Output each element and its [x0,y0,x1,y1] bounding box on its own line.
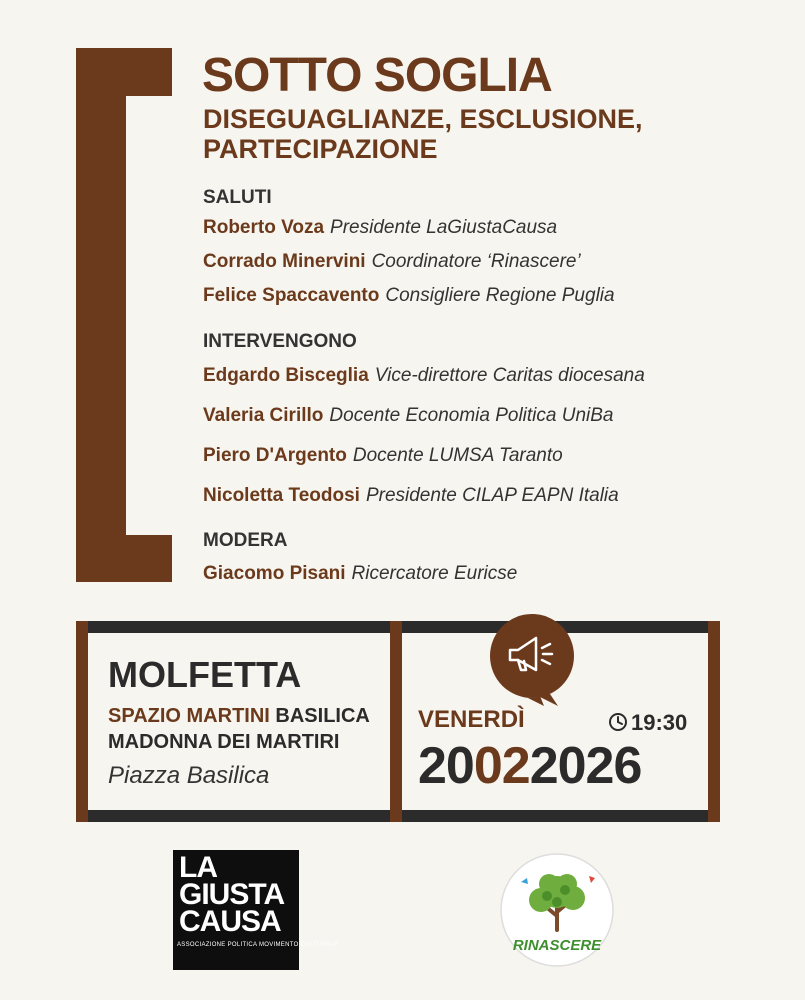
speaker-name: Valeria Cirillo [203,405,324,426]
event-title: SOTTO SOGLIA [202,49,552,102]
speaker-role: Coordinatore ‘Rinascere’ [371,251,581,272]
speaker-name: Piero D'Argento [203,445,347,466]
speaker-role: Vice-direttore Caritas diocesana [374,365,645,386]
logo-text [179,851,285,938]
lagiustacausa-logo [173,850,339,970]
speaker-row [203,404,614,428]
speaker-name: Felice Spaccavento [203,285,380,306]
speaker-role: Docente LUMSA Taranto [352,445,563,466]
section-intervengono: INTERVENGONO [203,331,357,352]
venue-place: Piazza Basilica [108,762,270,789]
venue-name-accent: SPAZIO MARTINI [108,705,270,727]
event-day: VENERDÌ [418,706,525,733]
event-subtitle: DISEGUAGLIANZE, ESCLUSIONE, PARTECIPAZIONE [203,104,643,164]
box-divider [390,621,402,822]
bracket-decoration [76,48,126,582]
rinascere-logo [499,852,615,968]
speaker-row [203,216,557,240]
date-year: 2026 [529,737,642,795]
speaker-name: Giacomo Pisani [203,563,346,584]
speaker-name: Edgardo Bisceglia [203,365,369,386]
box-border-right [708,621,720,822]
box-border-left [76,621,88,822]
venue-name-line2: MADONNA DEI MARTIRI [108,731,340,753]
clock-icon [608,712,628,732]
speaker-name: Roberto Voza [203,217,325,238]
speaker-name: Corrado Minervini [203,251,366,272]
speaker-role: Docente Economia Politica UniBa [329,405,614,426]
logo-line3: CAUSA [179,905,281,938]
speaker-row [203,484,619,508]
section-modera: MODERA [203,530,288,551]
venue-name-rest: BASILICA [275,705,370,727]
rinascere-logo-text: RINASCERE [512,937,602,954]
event-time: 19:30 [631,710,688,735]
bracket-bottom [76,535,172,582]
logo-line2: GIUSTA [179,878,285,911]
speaker-row [203,562,517,586]
date-day: 20 [418,737,474,795]
speaker-role: Presidente CILAP EAPN Italia [365,485,619,506]
event-date [418,736,641,796]
speaker-row [203,250,581,274]
logo-line1: LA [179,851,217,884]
speaker-row [203,364,645,388]
megaphone-icon [488,612,576,707]
speaker-role: Presidente LaGiustaCausa [330,217,558,238]
bracket-top [76,48,172,96]
venue-city: MOLFETTA [108,654,302,695]
section-saluti: SALUTI [203,187,272,208]
speaker-role: Ricercatore Euricse [351,563,518,584]
speaker-row [203,284,615,308]
logo-subtitle: ASSOCIAZIONE POLITICA MOVIMENTO CULTURALE [177,942,339,948]
venue-name [108,705,370,728]
speaker-role: Consigliere Regione Puglia [385,285,615,306]
speaker-row [203,444,563,468]
date-month: 02 [473,737,530,795]
speaker-name: Nicoletta Teodosi [203,485,360,506]
